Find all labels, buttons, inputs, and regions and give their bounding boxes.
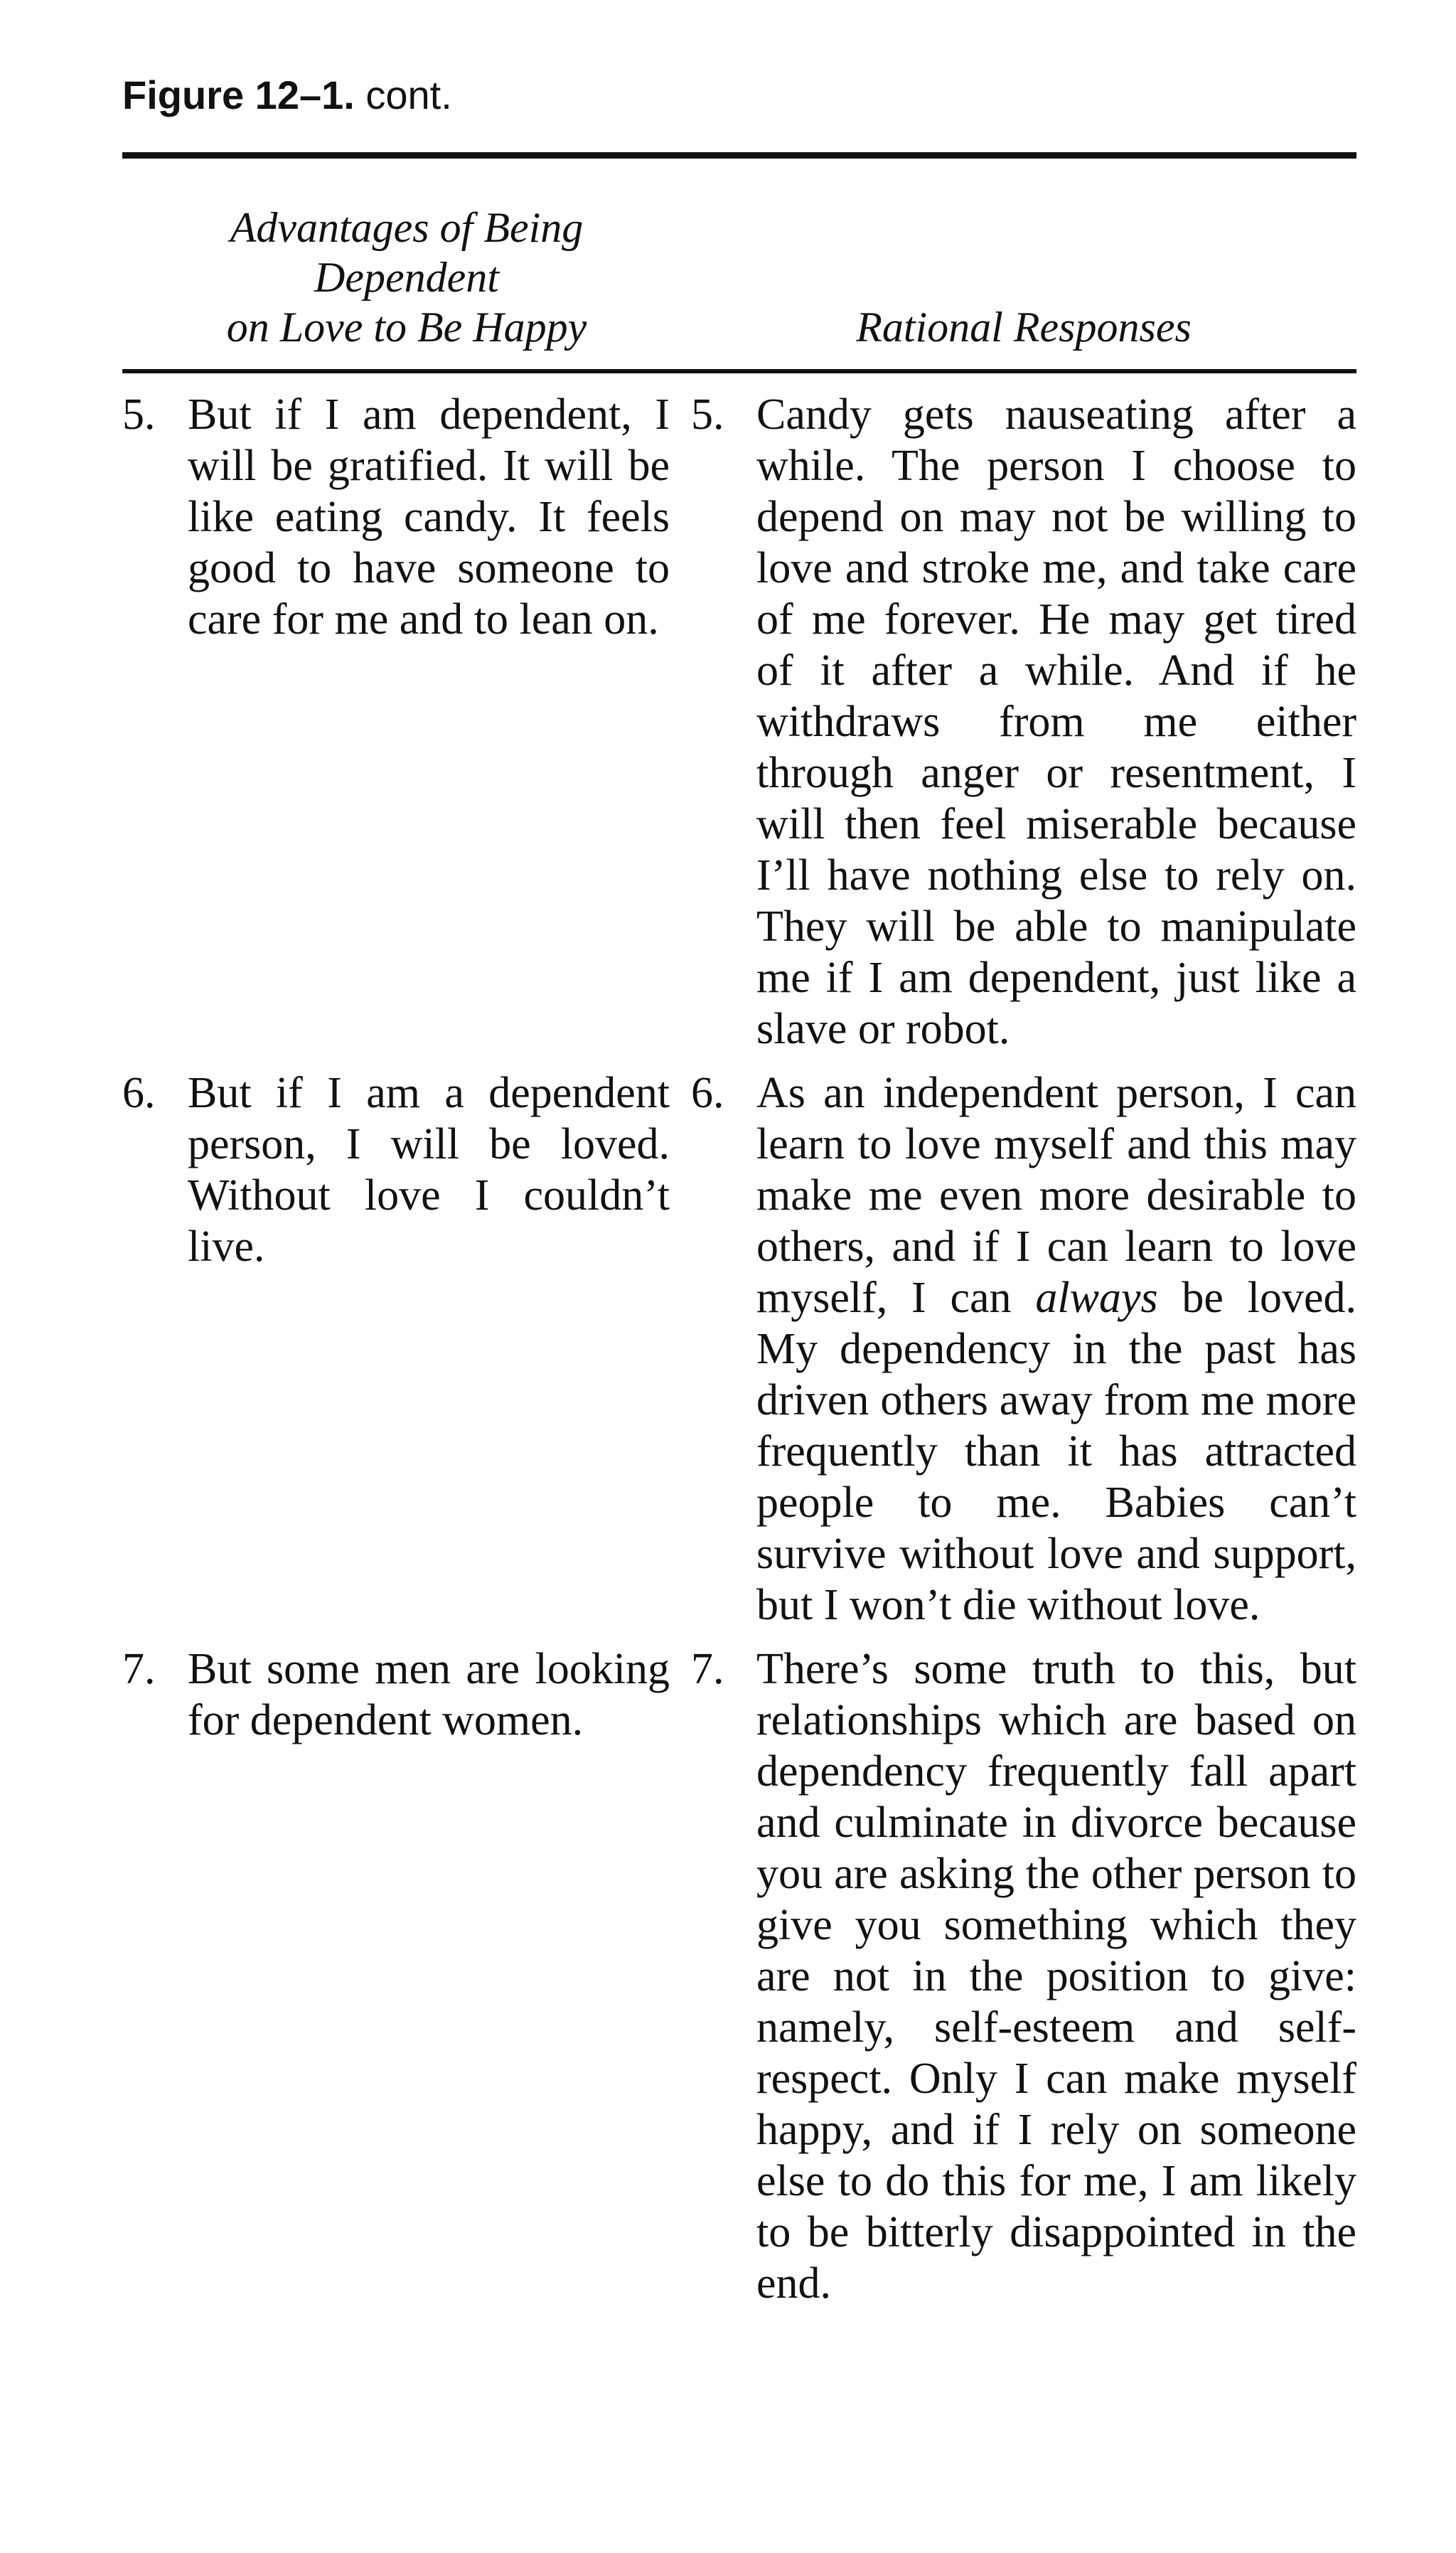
advantage-cell — [122, 1067, 691, 1631]
header-advantages-line-3: on Love to Be Happy — [226, 304, 587, 351]
response-text-part-b: be loved. My dependency in the past has driven others away from me more frequently than it has attracted people to me. Babies can’t survive without love and support, but I won’t die without love. — [756, 1274, 1356, 1629]
table-row — [122, 1643, 1356, 2309]
response-cell — [691, 1643, 1356, 2309]
response-text: Candy gets nauseating after a while. The person I choose to depend on may not be willing to love and stroke me, and take care of me forever. He may get tired of it after a while. And if he withdraws from me either through anger or resentment, I will then feel miserable because I’ll have nothing else to rely on. They will be able to manipulate me if I am dependent, just like a slave or robot. — [756, 390, 1356, 1053]
header-advantages — [122, 203, 691, 369]
advantage-number: 7. — [122, 1645, 156, 1693]
advantage-cell — [122, 389, 691, 1055]
response-text-part-a: As an independent person, I can learn to love myself and this may make me even more desirable to others, and if I can learn to love myself, I can — [756, 1069, 1356, 1322]
response-number: 5. — [691, 390, 724, 439]
advantage-number: 5. — [122, 390, 156, 439]
advantage-number: 6. — [122, 1069, 156, 1117]
response-text-emphasis: always — [1035, 1274, 1158, 1322]
table-top-rule — [122, 152, 1356, 159]
response-text: There’s some truth to this, but relationships which are based on dependency frequently fall apart and culminate in divorce because you are asking the other person to give you something which they are not in the position to give: namely, self-esteem and self-respect. Only I can make myself happy, and if I rely on someone else to do this for me, I am likely to be bitterly disappointed in the end. — [756, 1645, 1356, 2308]
response-text — [756, 1067, 1356, 1631]
document-page — [122, 71, 1356, 2322]
header-advantages-line-1: Advantages of Being — [230, 204, 584, 251]
figure-caption — [122, 71, 1356, 137]
advantage-text: But some men are looking for dependent women. — [188, 1645, 670, 1744]
advantage-cell — [122, 1643, 691, 2309]
figure-label: Figure 12–1. — [122, 73, 355, 117]
response-number: 6. — [691, 1069, 724, 1117]
table-row — [122, 389, 1356, 1055]
header-advantages-line-2: Dependent — [314, 254, 499, 301]
response-cell — [691, 1067, 1356, 1631]
table-body — [122, 389, 1356, 2309]
response-cell — [691, 389, 1356, 1055]
header-rational-responses: Rational Responses — [856, 304, 1192, 351]
table-header-rule — [122, 369, 1356, 373]
response-number: 7. — [691, 1645, 724, 1693]
table-header — [122, 159, 1356, 369]
advantage-text: But if I am dependent, I will be gratified. It will be like eating candy. It feels good to have someone to care for me and to lean on. — [188, 390, 670, 644]
figure-suffix: cont. — [354, 73, 452, 117]
advantage-text: But if I am a dependent person, I will be loved. Without love I couldn’t live. — [188, 1069, 670, 1271]
table-row — [122, 1067, 1356, 1631]
